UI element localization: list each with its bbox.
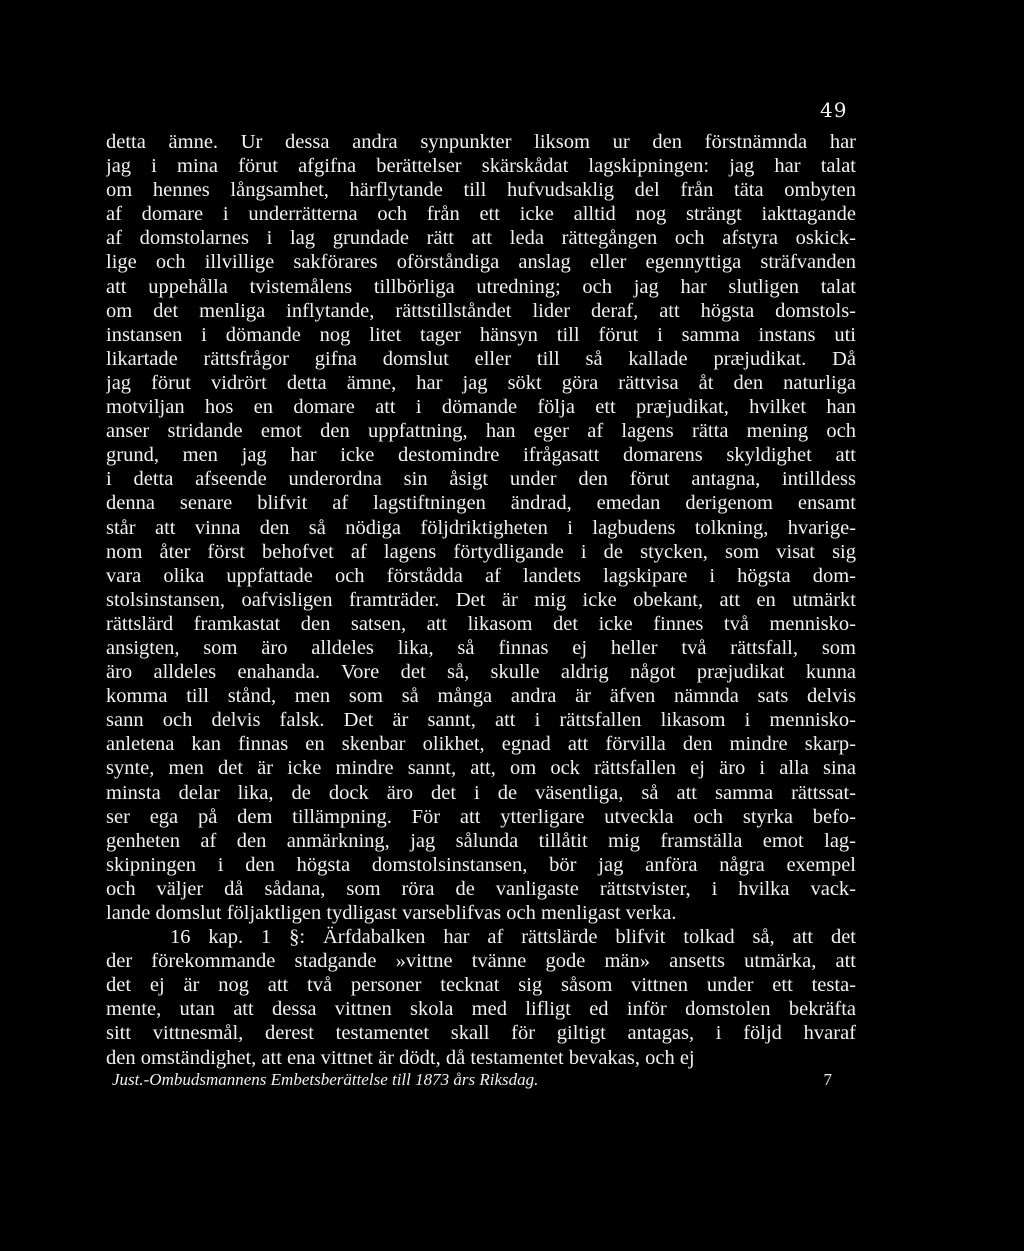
text-line: synte, men det är icke mindre sannt, att, om ock rättsfallen ej äro i alla sina [106, 757, 856, 780]
text-line: denna senare blifvit af lagstiftningen ändrad, emedan derigenom ensamt [106, 492, 856, 515]
text-line: motviljan hos en domare att i dömande följa ett præjudikat, hvilket han [106, 396, 856, 419]
text-line: anser stridande emot den uppfattning, han eger af lagens rätta mening och [106, 420, 856, 443]
footer-publication-title: Just.-Ombudsmannens Embetsberättelse till 1873 års Riksdag. [112, 1070, 539, 1089]
footer-signature-number: 7 [823, 1070, 832, 1089]
text-line: anletena kan finnas en skenbar olikhet, egnad att förvilla den mindre skarp- [106, 733, 856, 756]
text-line: rättslärd framkastat den satsen, att likasom det icke finnes två mennisko- [106, 612, 856, 635]
page-footer [112, 1070, 832, 1092]
text-line: komma till stånd, men som så många andra är äfven nämnda sats delvis [106, 685, 856, 708]
text-line: grund, men jag har icke destomindre ifrågasatt domarens skyldighet att [106, 444, 856, 467]
text-line: vara olika uppfattade och förstådda af landets lagskipare i högsta dom- [106, 564, 856, 587]
text-line: detta ämne. Ur dessa andra synpunkter liksom ur den förstnämnda har [106, 131, 856, 153]
text-line: stolsinstansen, oafvisligen framträder. Det är mig icke obekant, att en utmärkt [106, 588, 856, 611]
body-text [106, 130, 856, 1070]
text-line: den omständighet, att ena vittnet är dödt, då testamentet bevakas, och ej [106, 1046, 695, 1069]
text-line: sann och delvis falsk. Det är sannt, att i rättsfallen likasom i mennisko- [106, 709, 856, 732]
text-line: sitt vittnesmål, derest testamentet skall för giltigt antagas, i följd hvaraf [106, 1022, 856, 1045]
text-line: genheten af den anmärkning, jag sålunda tillåtit mig framställa emot lag- [106, 829, 856, 852]
text-line: om det menliga inflytande, rättstillståndet lider deraf, att högsta domstols- [106, 299, 856, 322]
text-line: i detta afseende underordna sin åsigt under den förut antagna, intilldess [106, 468, 856, 491]
text-line: ser ega på dem tillämpning. För att ytterligare utveckla och styrka befo- [106, 805, 856, 828]
text-line: jag i mina förut afgifna berättelser skärskådat lagskipningen: jag har talat [106, 155, 856, 178]
text-line: lande domslut följaktligen tydligast varseblifvas och menligast verka. [106, 902, 677, 924]
text-line: äro alldeles enahanda. Vore det så, skulle aldrig något præjudikat kunna [106, 661, 856, 684]
text-line: nom åter först behofvet af lagens förtydligande i de stycken, som visat sig [106, 540, 856, 563]
text-line: lige och illvillige sakförares oförståndiga anslag eller egennyttiga sträfvanden [106, 251, 856, 274]
text-line: minsta delar lika, de dock äro det i de väsentliga, så att samma rättssat- [106, 781, 856, 804]
text-line: det ej är nog att två personer tecknat sig såsom vittnen under ett testa- [106, 974, 856, 997]
text-line: jag förut vidrört detta ämne, har jag sökt göra rättvisa åt den naturliga [106, 371, 856, 394]
text-line: skipningen i den högsta domstolsinstansen, bör jag anföra några exempel [106, 853, 856, 876]
text-line: af domare i underrätterna och från ett icke alltid nog strängt iakttagande [106, 203, 856, 226]
text-line: om hennes långsamhet, härflytande till hufvudsaklig del från täta ombyten [106, 179, 856, 202]
text-line: likartade rättsfrågor gifna domslut eller till så kallade præjudikat. Då [106, 347, 856, 370]
text-line: af domstolarnes i lag grundade rätt att leda rättegången och afstyra oskick- [106, 227, 856, 250]
text-line: 16 kap. 1 §: Ärfdabalken har af rättslärde blifvit tolkad så, att det [170, 926, 856, 949]
text-line: ansigten, som äro alldeles lika, så finnas ej heller två rättsfall, som [106, 636, 856, 659]
text-line: att uppehålla tvistemålens tillbörliga utredning; och jag har slutligen talat [106, 275, 856, 298]
text-line: der förekommande stadgande »vittne tvänne gode män» ansetts utmärka, att [106, 950, 856, 973]
text-line: instansen i dömande nog litet tager hänsyn till förut i samma instans uti [106, 323, 856, 346]
text-line: står att vinna den så nödiga följdriktigheten i lagbudens tolkning, hvarige- [106, 516, 856, 539]
page-number: 49 [820, 98, 848, 122]
text-line: och väljer då sådana, som röra de vanligaste rättstvister, i hvilka vack- [106, 877, 856, 900]
text-line: mente, utan att dessa vittnen skola med lifligt ed inför domstolen bekräfta [106, 998, 856, 1021]
